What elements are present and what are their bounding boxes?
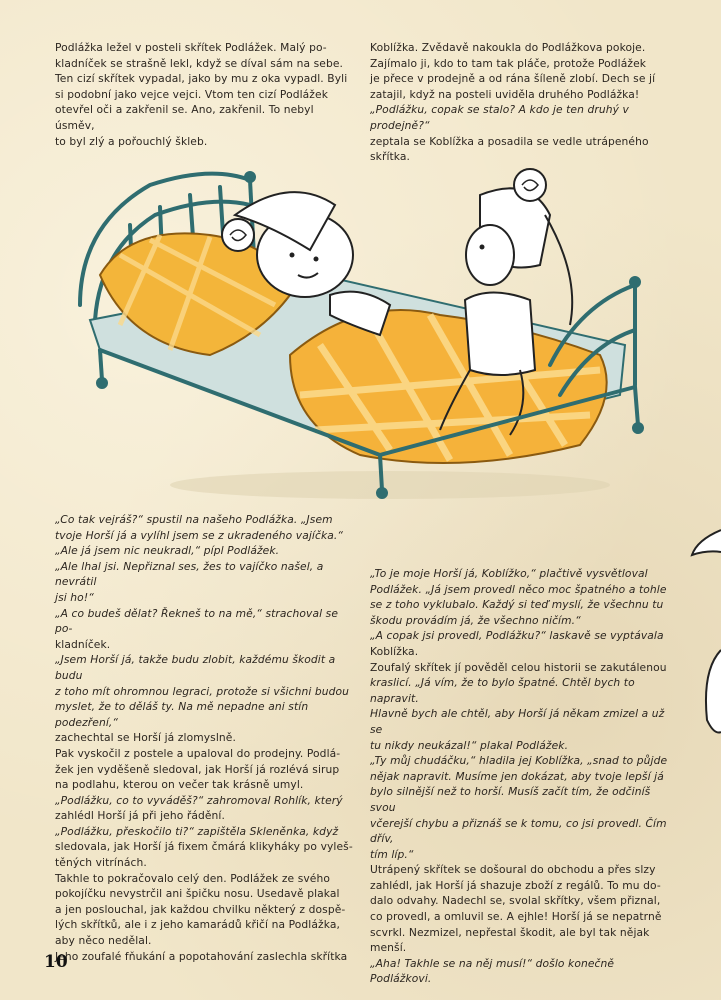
paragraph-line: tu nikdy neukázal!“ plakal Podlážek. [370,738,569,752]
paragraph-line: Zoufalý skřítek jí pověděl celou historii se zakutálenou [370,660,667,674]
paragraph-line: Jeho zoufalé fňukání a popotahování zaslechla skřítka [55,949,348,963]
paragraph-line: kladníček. [55,637,111,651]
paragraph-line: zachechtal se Horší já zlomyslně. [55,731,236,745]
paragraph-line: nějak napravit. Musíme jen dokázat, aby tvoje lepší já [370,769,664,783]
paragraph-line: to byl zlý a pořouchlý škleb. [55,134,208,148]
paragraph-line: „Ale já jsem nic neukradl,“ pípl Podlážek. [55,544,280,558]
page-number: 10 [44,952,68,972]
paragraph-line: menší. [370,941,407,955]
text-column-top-left [55,40,353,149]
edge-decoration [672,520,721,780]
paragraph-line: „Podlážku, přeskočilo ti?“ zapištěla Skleněnka, když [55,824,339,838]
paragraph-line: „Jsem Horší já, takže budu zlobit, každému škodit a budu [55,653,336,682]
paragraph-line: zatajil, když na posteli uviděla druhého Podlážka! [370,87,640,101]
paragraph-line: zahlédl, jak Horší já shazuje zboží z regálů. To mu do- [370,878,661,892]
paragraph-line: lých skřítků, ale i z jeho kamarádů křičí na Podlážka, [55,918,340,932]
paragraph-line: Zajímalo ji, kdo to tam tak pláče, protože Podlážek [370,56,647,70]
paragraph-line: Hlavně bych ale chtěl, aby Horší já někam zmizel a už se [370,707,665,736]
paragraph-line: Ten cizí skřítek vypadal, jako by mu z oka vypadl. Byli [55,72,348,86]
paragraph-line: žek jen vyděšeně sledoval, jak Horší já rozlévá sirup [55,762,340,776]
paragraph-line: tvoje Horší já a vylíhl jsem se z ukradeného vajíčka.“ [55,528,344,542]
paragraph-line: otevřel oči a zakřenil se. Ano, zakřenil. To nebyl úsměv, [55,103,314,132]
paragraph-line: „Podlážku, copak se stalo? A kdo je ten druhý v prodejně?“ [370,103,629,132]
paragraph-line: dalo odvahy. Nadechl se, svolal skřítky, všem přiznal, [370,894,661,908]
paragraph-line: je přece v prodejně a od rána šíleně zlobí. Dech se jí [370,72,656,86]
paragraph-line: Pak vyskočil z postele a upaloval do prodejny. Podlá- [55,746,341,760]
paragraph-line: „Ale lhal jsi. Nepřiznal ses, žes to vajíčko našel, a nevrátil [55,559,324,589]
text-column-bottom-left [55,512,355,964]
paragraph-line: Takhle to pokračovalo celý den. Podlážek ze svého [55,871,330,885]
paragraph-line: zahlédl Horší já při jeho řádění. [55,809,225,823]
paragraph-line: co provedl, a omluvil se. A ejhle! Horší já se nepatrně [370,910,662,924]
paragraph-line: tím líp.“ [370,847,414,861]
paragraph-line: z toho mít ohromnou legraci, protože si všichni budou [55,684,350,698]
paragraph-line: těných vitrínách. [55,856,147,870]
paragraph-line: aby něco nedělal. [55,934,152,948]
paragraph-line: myslet, že to děláš ty. Na mě nepadne ani stín podezření,“ [55,700,309,729]
paragraph-line: si podobní jako vejce vejci. Vtom ten cizí Podlážek [55,87,328,101]
paragraph-line: Koblížka. Zvědavě nakoukla do Podlážkova pokoje. [370,41,646,54]
paragraph-line: „To je moje Horší já, Koblížko,“ plačtivě vysvětloval [370,567,648,580]
paragraph-line: „Aha! Takhle se na něj musí!“ došlo konečně Podlážkovi. [370,956,615,986]
paragraph-line: Podlážek. „Já jsem provedl něco moc špatného a tohle [370,582,667,596]
paragraph-line: škodu provádím já, že všechno ničím.“ [370,613,581,627]
paragraph-line: včerejší chybu a přiznáš se k tomu, co jsi provedl. Čím dřív, [370,816,667,846]
paragraph-line: „Podlážku, co to vyváděš?“ zahromoval Rohlík, který [55,793,343,807]
paragraph-line: „A co budeš dělat? Řekneš to na mě,“ strachoval se po- [55,606,339,636]
text-column-top-right [370,40,663,165]
paragraph-line: kraslicí. „Já vím, že to bylo špatné. Chtěl bych to napravit. [370,676,635,705]
paragraph-line: jsi ho!“ [55,590,94,604]
paragraph-line: scvrkl. Nezmizel, nepřestal škodit, ale byl tak nějak [370,925,650,939]
paragraph-line: Koblížka. [370,644,419,658]
paragraph-line: se z toho vyklubalo. Každý si teď myslí, že všechnu tu [370,598,664,612]
paragraph-line: sledovala, jak Horší já fixem čmárá klikyháky po vyleš- [55,840,353,854]
text-column-bottom-right [370,566,668,987]
paragraph-line: „Co tak vejráš?“ spustil na našeho Podlážka. „Jsem [55,513,333,526]
paragraph-line: „Ty můj chudáčku,“ hladila jej Koblížka, „snad to půjde [370,754,668,768]
paragraph-line: na podlahu, kterou on večer tak krásně umyl. [55,778,304,792]
paragraph-line: a jen poslouchal, jak každou chvilku některý z dospě- [55,902,346,916]
paragraph-line: bylo silnější než to horší. Musíš začít tím, že odčiníš svou [370,785,651,814]
paragraph-line: Podlážka ležel v posteli skřítek Podlážek. Malý po- [55,41,327,54]
bed-illustration [60,155,660,510]
paragraph-line: pokojíčku nevystrčil ani špičku nosu. Usedavě plakal [55,887,340,901]
paragraph-line: zeptala se Koblížka a posadila se vedle utrápeného [370,134,649,148]
paragraph-line: „A copak jsi provedl, Podlážku?“ laskavě se vyptávala [370,629,664,643]
paragraph-line: Utrápený skřítek se došoural do obchodu a přes slzy [370,863,656,877]
paragraph-line: skřítka. [370,150,411,164]
paragraph-line: kladníček se strašně lekl, když se díval sám na sebe. [55,56,344,70]
